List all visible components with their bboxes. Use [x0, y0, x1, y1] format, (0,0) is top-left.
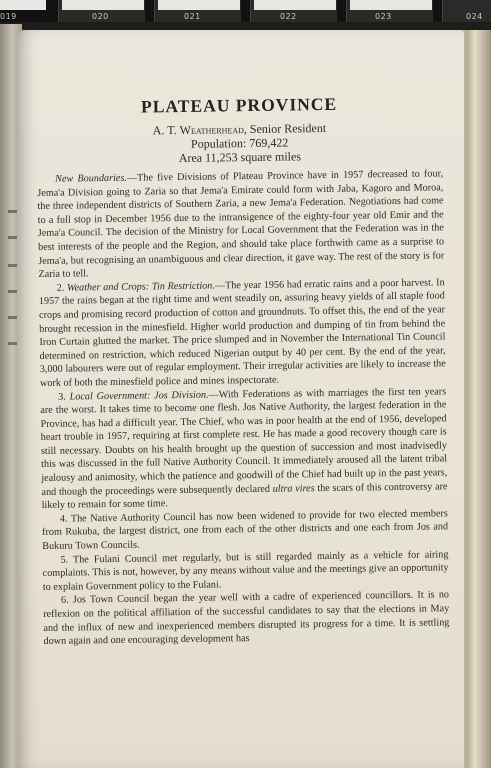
population-line: Population: 769,422 [190, 135, 289, 151]
ruler-number: 019 [0, 12, 17, 21]
ruler-white-segment [62, 0, 144, 10]
article [36, 92, 450, 648]
ruler-white-segment [0, 0, 46, 10]
scale-ruler [0, 0, 491, 22]
facing-page-text-fragment [8, 264, 17, 267]
paragraph-local-government [40, 385, 448, 513]
facing-page-text-fragment [8, 236, 17, 239]
facing-page-text-fragment [8, 290, 17, 293]
author-initials: A. T. [152, 122, 180, 138]
paragraph-new-boundaries [37, 167, 444, 281]
facing-page-text-fragment [8, 342, 17, 345]
article-title: PLATEAU PROVINCE [140, 93, 338, 117]
paragraph-heading: Local Government: Jos Division. [69, 389, 209, 403]
paragraph-weather-crops [39, 276, 446, 390]
ruler-number: 024 [466, 12, 483, 21]
paragraph-italic-phrase: ultra vires [272, 482, 315, 495]
facing-page-text-fragment [8, 210, 17, 213]
ruler-number: 020 [92, 12, 109, 21]
ruler-white-segment [254, 0, 336, 10]
ruler-number: 022 [280, 12, 297, 21]
author-name: Weatherhead [179, 122, 244, 137]
author-role: , Senior Resident [243, 120, 327, 137]
paragraph-number: 2. [56, 282, 68, 294]
paragraph-body: —The five Divisions of Plateau Province have in 1957 decreased to four, Jema'a Division going to Zaria so that Jema'a Emirate could form with Jaba, Kagoro and Moroa, the three independent districts of Southern Zaria, a new Jema'a Federation. Negotiations had come to a full stop in December 1956 due to the intransigence of the eighty-four year old Emir and the Jema'a Council. The decision of the Ministry for Local Government that the Federation was in the best interests of the people and the Region, and should take place forthwith came as a surprise to Jema'a, but recognising an unambiguous and clear direction, it gave way. The rest of the story is for Zaria to tell. [37, 168, 445, 281]
paragraph-number: 3. [58, 391, 70, 403]
ruler-number: 023 [375, 12, 392, 21]
facing-page-text-fragment [8, 316, 17, 319]
ruler-white-segment [158, 0, 240, 10]
paragraph-heading: New Boundaries. [55, 172, 128, 185]
paragraph-heading: Weather and Crops: Tin Restriction. [66, 280, 215, 294]
paragraph-jos-town-council: 6. Jos Town Council began the year well with a cadre of experienced councillors. It is no reflexion on the political affiliation of the successful candidates to say that the elections in May and the influx of new and inexperienced members disrupted its progress for a time. It is settling down again and one encouraging development has [43, 589, 450, 648]
paragraph-body: —The year 1956 had erratic rains and a poor harvest. In 1957 the rains began at the right time and went steadily on, assuring heavy yields of all staple food crops and promising record production of cotton and groundnuts. To offset this, the end of the year brought recession in the minesfield. Higher world production and dumping of tin from behind the Iron Curtain glutted the market. The price slumped and in November the International Tin Council determined on restriction, which reduced Nigerian output by 40 per cent. By the end of the year, 3,000 labourers were out of regular employment. Their irregular activities are likely to increase the work of both the minesfield police and mines inspectorate. [38, 277, 446, 389]
paragraph-native-authority-council: 4. The Native Authority Council has now been widened to provide for two elected members from Rukuba, the largest district, one from each of the other districts and one each from Jos and Bukuru Town Councils. [41, 508, 449, 552]
paragraph-body: —With Federations as with marriages the first ten years are the worst. It takes time to become one flesh. Jos Native Authority, the largest federation in the Province, has had a difficult year. The Chief, who was in poor health at the end of 1956, developed heart trouble in 1957, requiring at first complete rest. He has made a good recovery though care is still necessary. Doubts on his health brought up the question of succession and most inadvisedly this was discussed in the full Native Authority Council. It immediately aroused all the latent tribal jealousy and animosity, which the patience and goodwill of the Chief had built up in the past years, and though the proceedings were subsequently declared [40, 385, 448, 498]
paragraph-body-end: the scars of this controversy are likely to remain for some time. [41, 480, 448, 512]
paragraph-fulani-council: 5. The Fulani Council met regularly, but is still regarded mainly as a vehicle for airing complaints. This is not, however, by any means without value and the meetings give an opportunity to explain Government policy to the Fulani. [42, 548, 449, 593]
ruler-number: 021 [184, 12, 201, 21]
area-line: Area 11,253 square miles [178, 149, 302, 166]
ruler-white-segment [350, 0, 432, 10]
